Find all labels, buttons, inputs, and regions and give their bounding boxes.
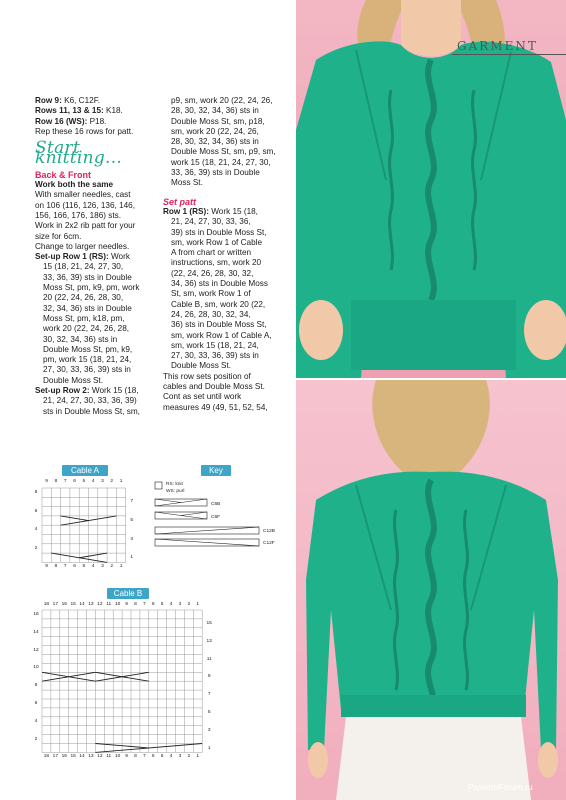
setup-row1-line: 30, 32, 34, 36) sts in	[43, 334, 118, 344]
cable-b-col-label: 16	[61, 754, 67, 760]
cable-b-row-label: 15	[206, 620, 212, 626]
row1-line: 36) sts in Double Moss St,	[171, 320, 267, 330]
cable-a-chart	[30, 476, 150, 576]
cable-b-col-label: 7	[143, 754, 146, 760]
row16-label: Row 16 (WS):	[35, 116, 88, 126]
rows11-line	[35, 106, 153, 116]
setup-row1-line: 32, 34, 36) sts in Double	[43, 303, 132, 313]
row1-line: St, sm, work Row 1 of	[171, 289, 251, 299]
cable-b-title: Cable B	[107, 588, 149, 599]
cable-a-col-label: 8	[54, 564, 58, 570]
setup-row1-line: work 20 (22, 24, 26, 28,	[43, 324, 130, 334]
col2-line: 33, 36, 39) sts in Double	[171, 168, 260, 178]
row1-line: A from chart or written	[171, 248, 252, 258]
cable-a-col-label: 4	[91, 479, 95, 484]
setup-row2-line: sts in Double Moss St, sm,	[43, 406, 140, 416]
section-label-rule	[452, 54, 566, 55]
cable-b-col-label: 7	[143, 602, 146, 607]
row9-text: K6, C12F.	[61, 96, 101, 105]
cable-a-col-label: 9	[45, 564, 48, 570]
cable-b-row-label: 9	[207, 674, 211, 680]
cable-a-row-label: 3	[130, 536, 134, 542]
bf-line: size for 6cm.	[35, 231, 82, 241]
cable-b-col-label: 2	[187, 754, 191, 760]
row1-line: 34, 36) sts in Double Moss	[171, 279, 268, 289]
cable-cross-line	[61, 516, 89, 521]
cable-b-col-label: 5	[160, 602, 164, 607]
cable-b-col-label: 3	[178, 602, 182, 607]
cable-a-title: Cable A	[62, 465, 108, 476]
cable-a-col-label: 3	[101, 564, 104, 570]
cable-b-col-label: 12	[97, 602, 103, 607]
cable-a-row-label: 4	[34, 527, 38, 533]
row1-label: Row 1 (RS):	[163, 206, 209, 216]
cable-b-col-label: 15	[70, 754, 76, 760]
setup-row1-line: Moss St, pm, k18, pm,	[43, 313, 125, 323]
key-title: Key	[201, 465, 231, 476]
col2-line: 28, 30, 32, 34, 36) sts in	[171, 106, 259, 116]
cable-b-col-label: 13	[88, 754, 94, 760]
cable-a-cable-crossings	[51, 516, 116, 563]
cable-b-row-label: 10	[33, 665, 39, 671]
cable-a-col-label: 5	[82, 564, 86, 570]
column-left	[35, 96, 153, 417]
cable-b-col-label: 17	[52, 754, 59, 760]
col2-line: Double Moss St, sm, p18,	[171, 116, 265, 126]
setup-row1-label: Set-up Row 1 (RS):	[35, 252, 109, 262]
row9-line	[35, 96, 153, 106]
cable-b-col-label: 9	[125, 754, 128, 760]
cable-b-col-label: 4	[169, 602, 173, 607]
bf-line: Work in 2x2 rib patt for your	[35, 221, 136, 231]
cable-a-row-label: 1	[130, 555, 134, 561]
cable-b-row-label: 3	[207, 727, 211, 733]
cable-b-row-label: 11	[206, 656, 212, 662]
cable-b-grid	[42, 610, 202, 752]
cable-b-col-label: 12	[97, 754, 103, 760]
setup-row1-text: Work	[108, 252, 130, 262]
key-c12f-label: C12F	[263, 541, 275, 546]
cable-b-col-label: 9	[125, 602, 128, 607]
cable-b-col-label: 15	[70, 602, 76, 607]
cable-b-row-label: 8	[34, 683, 38, 689]
cable-a-col-label: 5	[82, 479, 86, 484]
back-front-subheading: Work both the same	[35, 180, 114, 190]
setup-row1-line: 15 (18, 21, 24, 27, 30,	[43, 262, 124, 272]
cable-b-col-label: 10	[114, 754, 121, 760]
cable-b-row-label: 14	[33, 629, 39, 635]
row1-line: 24, 26, 28, 30, 32, 34,	[171, 309, 251, 319]
col2-tail-line: Cont as set until work	[163, 392, 242, 402]
cable-b-col-label: 14	[79, 754, 85, 760]
col2-line: Double Moss St, sm, p9, sm,	[171, 147, 276, 157]
cable-b-col-label: 11	[106, 754, 112, 760]
key-c12b-symbol	[155, 527, 259, 534]
start-knitting-heading: Start knitting...	[35, 138, 123, 169]
cable-a-col-label: 6	[73, 479, 76, 484]
key-c6b-label: C6B	[211, 502, 221, 507]
col2-line: work 15 (18, 21, 24, 27, 30,	[171, 157, 271, 167]
row16-text: P18.	[87, 116, 107, 126]
cable-b-row-label: 5	[207, 709, 211, 715]
setup-row1-line: 20 (22, 24, 26, 28, 30,	[43, 293, 124, 303]
row1-line: Cable B, sm, work 20 (22,	[171, 299, 266, 309]
setup-row1-line: Moss St, pm, k9, pm, work	[43, 283, 140, 293]
cable-a-col-label: 2	[110, 564, 114, 570]
setup-row1-line: 27, 30, 33, 36, 39) sts in	[43, 365, 131, 375]
setup-row1-line: Double Moss St.	[43, 375, 104, 385]
cable-a-col-label: 4	[91, 564, 95, 570]
cable-b-col-label: 16	[61, 602, 67, 607]
cable-b-chart	[30, 600, 230, 770]
repeat-text: Rep these 16 rows for patt.	[35, 126, 134, 136]
cable-b-col-label: 1	[196, 754, 200, 760]
row1-line: sm, work 15 (18, 21, 24,	[171, 340, 259, 350]
row1-line: sm, work Row 1 of Cable A,	[171, 330, 272, 340]
cable-b-col-label: 18	[43, 602, 50, 607]
cable-a-col-label: 3	[101, 479, 104, 484]
key-c12f-symbol	[155, 539, 259, 546]
col2-tail-line: This row sets position of	[163, 371, 251, 381]
row1-text: Work 15 (18,	[208, 206, 258, 216]
cable-a-col-label: 1	[119, 479, 123, 484]
set-patt-heading: Set patt	[163, 196, 197, 207]
cable-b-col-label: 18	[43, 754, 50, 760]
row16-line	[35, 117, 153, 127]
cable-b-row-label: 16	[33, 612, 39, 617]
cable-b-col-label: 17	[52, 602, 59, 607]
bf-line: Change to larger needles.	[35, 241, 130, 251]
cable-b-row-label: 13	[206, 638, 212, 644]
key-ws-label: WS: purl	[166, 489, 185, 494]
sweater-back-illustration	[296, 380, 566, 800]
model-photo-back	[296, 380, 566, 800]
watermark: PassionForum.ru	[468, 782, 533, 792]
cable-b-col-label: 4	[169, 754, 173, 760]
knit-purl-square	[155, 482, 162, 489]
cable-a-col-label: 7	[63, 564, 67, 570]
setup-row1-line: Double Moss St, pm, k9,	[43, 344, 133, 354]
col2-line: 28, 30, 32, 34, 36) sts in	[171, 137, 259, 147]
row1-line: instructions, sm, work 20	[171, 258, 262, 268]
cable-b-col-label: 14	[79, 602, 85, 607]
setup-row2-line	[35, 386, 153, 396]
cable-b-col-label: 2	[187, 602, 191, 607]
model-photo-front	[296, 0, 566, 378]
col2-line: Moss St.	[171, 178, 203, 188]
cable-a-row-label: 7	[130, 499, 134, 505]
cable-b-col-label: 8	[134, 602, 137, 607]
cable-b-row-label: 12	[33, 647, 39, 653]
row9-label: Row 9:	[35, 96, 62, 105]
row1-line: 27, 30, 33, 36, 39) sts in	[171, 351, 259, 361]
col2-tail-line: cables and Double Moss St.	[163, 382, 265, 392]
cable-a-col-label: 7	[63, 479, 67, 484]
sweater-front-illustration	[296, 0, 566, 378]
cable-b-col-label: 6	[151, 754, 155, 760]
key-c6f-label: C6F	[211, 515, 221, 520]
cable-a-grid	[42, 488, 126, 562]
key-c6b-symbol	[155, 499, 207, 506]
cable-b-col-label: 8	[134, 754, 137, 760]
row1-line: (22, 24, 26, 28, 30, 32,	[171, 268, 254, 278]
setup-row2-text: Work 15 (18,	[89, 386, 139, 396]
cable-a-row-label: 2	[34, 545, 38, 551]
rows11-label: Rows 11, 13 & 15:	[35, 106, 104, 116]
cable-a-col-label: 1	[119, 564, 123, 570]
cable-b-row-label: 6	[34, 701, 38, 706]
cable-a-row-label: 6	[34, 508, 38, 514]
row1-line: Double Moss St.	[171, 361, 232, 371]
row1-line: 39) sts in Double Moss St,	[171, 227, 267, 237]
cable-b-row-label: 2	[34, 736, 38, 742]
setup-row2-label: Set-up Row 2:	[35, 386, 90, 396]
row1-line	[163, 207, 291, 217]
cable-a-col-label: 9	[45, 479, 48, 484]
cable-b-row-label: 4	[34, 718, 38, 724]
rows11-text: K18.	[103, 106, 123, 116]
bf-line: on 106 (116, 126, 136, 146,	[35, 200, 136, 210]
setup-row1-line: pm, work 15 (18, 21, 24,	[43, 355, 132, 365]
cable-b-col-label: 10	[114, 602, 121, 607]
cable-a-row-label: 5	[130, 517, 134, 523]
col2-line: sm, work 20 (22, 24, 26,	[171, 126, 259, 136]
section-label: GARMENT	[457, 39, 538, 53]
cable-b-row-label: 1	[207, 745, 211, 751]
cable-b-col-label: 6	[151, 602, 155, 607]
setup-row1-line	[35, 252, 153, 262]
cable-a-row-label: 8	[34, 490, 38, 495]
cable-b-col-label: 13	[88, 602, 94, 607]
cable-b-col-label: 3	[178, 754, 182, 760]
col2-tail-line: measures 49 (49, 51, 52, 54,	[163, 402, 268, 412]
cable-b-row-label: 7	[207, 692, 211, 698]
column-middle	[163, 96, 291, 413]
cable-b-col-label: 11	[106, 602, 112, 607]
setup-row1-line: 33, 36, 39) sts in Double	[43, 272, 132, 282]
back-front-heading: Back & Front	[35, 169, 92, 180]
col2-line: p9, sm, work 20 (22, 24, 26,	[171, 96, 273, 105]
cable-a-col-label: 8	[54, 479, 58, 484]
row1-line: sm, work Row 1 of Cable	[171, 237, 263, 247]
cable-a-col-label: 6	[73, 564, 76, 570]
cable-b-col-label: 1	[196, 602, 200, 607]
key-c12b-label: C12B	[263, 529, 275, 534]
cable-cross-line	[79, 553, 107, 558]
cable-b-col-label: 5	[160, 754, 164, 760]
setup-row2-line: 21, 24, 27, 30, 33, 36, 39)	[43, 396, 137, 406]
key-c6f-symbol	[155, 512, 207, 519]
bf-line: 156, 166, 176, 186) sts.	[35, 210, 122, 220]
key-rs-label: RS: knit	[166, 482, 183, 487]
row1-line: 21, 24, 27, 30, 33, 36,	[171, 217, 251, 227]
cable-a-col-label: 2	[110, 479, 114, 484]
bf-line: With smaller needles, cast	[35, 190, 131, 200]
